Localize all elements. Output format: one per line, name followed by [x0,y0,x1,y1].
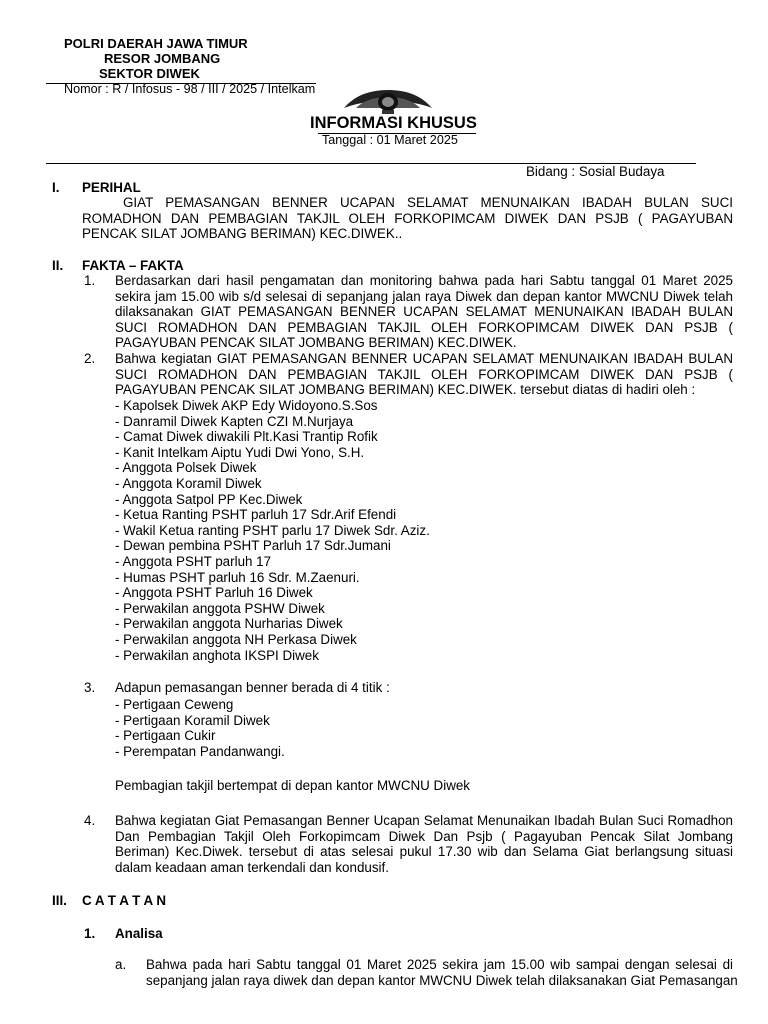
list-item: - Perwakilan anghota IKSPI Diwek [115,647,319,663]
list-item: - Anggota PSHT Parluh 16 Diwek [115,585,313,601]
subsection-title: Analisa [115,926,163,941]
analysis-line: sepanjang jalan raya diwek dan depan kantor MWCNU Diwek telah dilaksanakan Giat Pemasangan [146,973,738,988]
list-item-number: 2. [84,351,96,366]
list-item: - Anggota Koramil Diwek [115,475,262,491]
takjil-note: Pembagian takjil bertempat di depan kantor MWCNU Diwek [115,778,471,793]
list-item: - Anggota PSHT parluh 17 [115,553,272,569]
section-title: C A T A T A N [82,893,167,908]
list-item: - Perwakilan anggota NH Perkasa Diwek [115,631,357,647]
document-title: INFORMASI KHUSUS [310,114,477,132]
fact-paragraph: Adapun pemasangan benner berada di 4 titik : [115,680,390,695]
document-date: Tanggal : 01 Maret 2025 [322,133,458,147]
section-number: I. [52,180,60,195]
police-emblem-icon [342,86,434,116]
list-item-number: 4. [84,813,96,828]
letterhead-line-3: SEKTOR DIWEK [99,66,200,81]
list-item-number: 1. [84,273,96,288]
list-item: - Pertigaan Cukir [115,728,216,744]
list-item-letter: a. [115,957,127,972]
location-list [115,697,285,759]
document-number: Nomor : R / Infosus - 98 / III / 2025 / Intelkam [64,82,316,96]
list-item: - Anggota Polsek Diwek [115,460,257,476]
list-item: - Camat Diwek diwakili Plt.Kasi Trantip Rofik [115,429,378,445]
letterhead-line-2: RESOR JOMBANG [104,51,221,66]
list-item: - Perempatan Pandanwangi. [115,743,285,759]
fact-paragraph: Berdasarkan dari hasil pengamatan dan monitoring bahwa pada hari Sabtu tanggal 01 Maret 2025 sekira jam 15.00 wib s/d selesai di sepanjang jalan raya Diwek dan depan kantor MWCNU Diwek telah dilaksanakan GIAT PEMASANGAN BENNER UCAPAN SELAMAT MENUNAIKAN IBADAH BULAN SUCI ROMADHON DAN PEMBAGIAN TAKJIL OLEH FORKOPIMCAM DIWEK DAN PSJB ( PAGAYUBAN PENCAK SILAT JOMBANG BERIMAN) KEC.DIWEK. [115,273,733,351]
section-number: III. [52,893,67,908]
section-number: II. [52,258,64,273]
fact-paragraph: Bahwa kegiatan GIAT PEMASANGAN BENNER UCAPAN SELAMAT MENUNAIKAN IBADAH BULAN SUCI ROMADHON DAN PEMBAGIAN TAKJIL OLEH FORKOPIMCAM DIWEK DAN PSJB ( PAGAYUBAN PENCAK SILAT JOMBANG BERIMAN) KEC.DIWEK. tersebut diatas di hadiri oleh : [115,351,733,398]
list-item: - Kapolsek Diwek AKP Edy Widoyono.S.Sos [115,398,378,413]
list-item: - Pertigaan Ceweng [115,697,234,712]
list-item: - Danramil Diwek Kapten CZI M.Nurjaya [115,413,354,429]
subsection-number: 1. [84,926,96,941]
list-item: - Ketua Ranting PSHT parluh 17 Sdr.Arif Efendi [115,507,397,523]
list-item: - Kanit Intelkam Aiptu Yudi Dwi Yono, S.H. [115,444,365,460]
list-item: - Anggota Satpol PP Kec.Diwek [115,491,303,507]
section-title: FAKTA – FAKTA [82,258,184,273]
list-item: - Humas PSHT parluh 16 Sdr. M.Zaenuri. [115,569,360,585]
attendee-list [115,398,430,663]
subject-paragraph: GIAT PEMASANGAN BENNER UCAPAN SELAMAT MENUNAIKAN IBADAH BULAN SUCI ROMADHON DAN PEMBAGIAN TAKJIL OLEH FORKOPIMCAM DIWEK DAN PSJB ( PAGAYUBAN PENCAK SILAT JOMBANG BERIMAN) KEC.DIWEK.. [82,195,733,242]
list-item: - Perwakilan anggota Nurharias Diwek [115,616,343,632]
letterhead-line-1: POLRI DAERAH JAWA TIMUR [64,36,248,51]
fact-paragraph: Bahwa kegiatan Giat Pemasangan Benner Ucapan Selamat Menunaikan Ibadah Bulan Suci Romadhon Dan Pembagian Takjil Oleh Forkopimcam Diwek Dan Psjb ( Pagayuban Pencak Silat Jombang Beriman) Kec.Diwek. tersebut di atas selesai pukul 17.30 wib dan Selama Giat berlangsung situasi dalam keadaan aman terkendali dan kondusif. [115,813,733,875]
field-label: Bidang : Sosial Budaya [526,164,665,179]
section-title: PERIHAL [82,180,141,195]
list-item: - Perwakilan anggota PSHW Diwek [115,600,325,616]
list-item: - Dewan pembina PSHT Parluh 17 Sdr.Jumani [115,538,391,554]
analysis-line: Bahwa pada hari Sabtu tanggal 01 Maret 2025 sekira jam 15.00 wib sampai dengan selesai di [146,957,733,972]
list-item-number: 3. [84,680,96,695]
list-item: - Wakil Ketua ranting PSHT parlu 17 Diwek Sdr. Aziz. [115,522,430,538]
list-item: - Pertigaan Koramil Diwek [115,712,270,728]
